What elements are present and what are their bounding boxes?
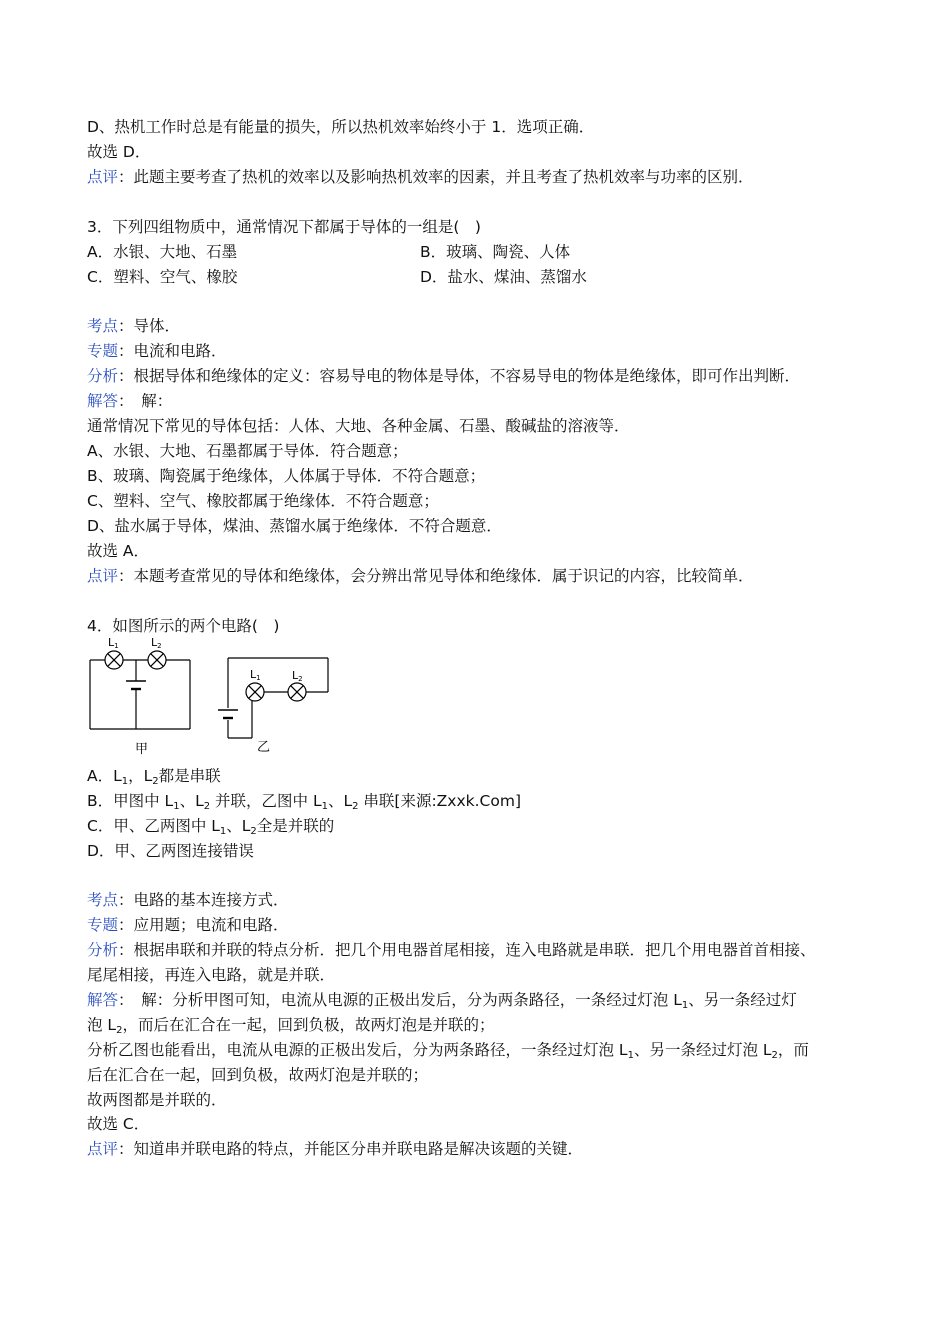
fig-label-l1-yi: L1 (250, 668, 261, 682)
fig-label-l1-jia: L1 (108, 636, 119, 650)
q3-dianping (87, 565, 754, 587)
q3-answer: 故选 A． (87, 542, 150, 560)
q3-solution-line: C、塑料、空气、橡胶都属于绝缘体．不符合题意； (87, 492, 439, 510)
q3-solution-line: B、玻璃、陶瓷属于绝缘体，人体属于导体．不符合题意； (87, 467, 486, 485)
dianping-text: ：本题考查常见的导体和绝缘体，会分辨出常见导体和绝缘体．属于识记的内容，比较简单． (118, 567, 754, 585)
q4-solution-line: 后在汇合在一起，回到负极，故两灯泡是并联的； (87, 1066, 429, 1084)
lamp-l1-jia (105, 651, 123, 669)
comment-label: 点评 (87, 168, 119, 186)
q4-fenxi-cont: 尾尾相接，再连入电路，就是并联． (87, 966, 336, 984)
dianping-label: 点评 (87, 1140, 119, 1158)
q3-jieda (87, 390, 172, 412)
fenxi-text: ：根据串联和并联的特点分析．把几个用电器首尾相接，连入电路就是串联．把几个用电器首首相接、 (118, 941, 816, 959)
answer-line: 故选 D． (87, 143, 151, 161)
lamp-l2-yi (288, 683, 306, 701)
lamp-l2-jia (148, 651, 166, 669)
jieda-label: 解答 (87, 392, 119, 410)
jieda-label: 解答 (87, 991, 119, 1009)
kaodian-label: 考点 (87, 891, 119, 909)
q4-option-d: D．甲、乙两图连接错误 (87, 842, 254, 860)
q4-option-c: C．甲、乙两图中 $L_1$、$L_2$全是并联的 (87, 817, 335, 837)
q3-kaodian (87, 315, 180, 337)
q4-solution-line: 分析乙图也能看出，电流从电源的正极出发后，分为两条路径，一条经过灯泡 $L_1$、另一条经过灯泡 $L_2$，而 (87, 1041, 809, 1061)
fig-label-l2-jia: L2 (151, 636, 162, 650)
zhuanti-text: ：应用题；电流和电路． (118, 916, 289, 934)
q3-zhuanti (87, 340, 227, 362)
q3-stem: 3．下列四组物质中，通常情况下都属于导体的一组是( ) (87, 218, 481, 236)
q4-fenxi (87, 939, 816, 961)
zhuanti-label: 专题 (87, 342, 119, 360)
lamp-l1-yi (246, 683, 264, 701)
q3-option-b: B．玻璃、陶瓷、人体 (420, 243, 571, 261)
q3-solution-line: D、盐水属于导体，煤油、蒸馏水属于绝缘体．不符合题意． (87, 517, 502, 535)
kaodian-label: 考点 (87, 317, 119, 335)
fig-label-l2-yi: L2 (292, 669, 303, 683)
q4-dianping (87, 1138, 583, 1160)
fenxi-text: ：根据导体和绝缘体的定义：容易导电的物体是导体，不容易导电的物体是绝缘体，即可作出判断． (118, 367, 801, 385)
q3-option-a: A．水银、大地、石墨 (87, 243, 238, 261)
dianping-label: 点评 (87, 567, 119, 585)
comment-line (87, 166, 754, 188)
q4-option-b: B．甲图中 $L_1$、$L_2$ 并联，乙图中 $L_1$、$L_2$ 串联[来源:Zxxk.Com] (87, 792, 522, 812)
circuit-figure (80, 632, 340, 758)
q3-solution-line: A、水银、大地、石墨都属于导体．符合题意； (87, 442, 408, 460)
zhuanti-label: 专题 (87, 916, 119, 934)
q3-fenxi (87, 365, 800, 387)
option-d-explanation: D、热机工作时总是有能量的损失，所以热机效率始终小于 1．选项正确． (87, 118, 595, 136)
q3-option-d: D．盐水、煤油、蒸馏水 (420, 268, 587, 286)
zhuanti-text: ：电流和电路． (118, 342, 227, 360)
fig-caption-jia: 甲 (135, 742, 149, 757)
q3-option-c: C．塑料、空气、橡胶 (87, 268, 238, 286)
q4-solution-line: 泡 $L_2$，而后在汇合在一起，回到负极，故两灯泡是并联的； (87, 1016, 495, 1036)
kaodian-text: ：导体． (118, 317, 181, 335)
fenxi-label: 分析 (87, 941, 119, 959)
q4-answer: 故选 C． (87, 1115, 150, 1133)
q4-kaodian (87, 889, 289, 911)
q4-zhuanti (87, 914, 289, 936)
q4-stem: 4．如图所示的两个电路( ) (87, 617, 280, 635)
dianping-text: ：知道串并联电路的特点，并能区分串并联电路是解决该题的关键． (118, 1140, 584, 1158)
jieda-text: ： 解： (118, 392, 173, 410)
fenxi-label: 分析 (87, 367, 119, 385)
kaodian-text: ：电路的基本连接方式． (118, 891, 289, 909)
q4-solution-line: 故两图都是并联的． (87, 1091, 227, 1109)
q4-option-a: A．$L_1$，$L_2$都是串联 (87, 767, 221, 787)
q4-jieda: 解答： 解：分析甲图可知，电流从电源的正极出发后，分为两条路径，一条经过灯泡 $L_1$、另一条经过灯 (87, 991, 797, 1011)
fig-caption-yi: 乙 (257, 740, 271, 755)
comment-text: ：此题主要考查了热机的效率以及影响热机效率的因素，并且考查了热机效率与功率的区别． (118, 168, 754, 186)
q3-solution-line: 通常情况下常见的导体包括：人体、大地、各种金属、石墨、酸碱盐的溶液等． (87, 417, 630, 435)
